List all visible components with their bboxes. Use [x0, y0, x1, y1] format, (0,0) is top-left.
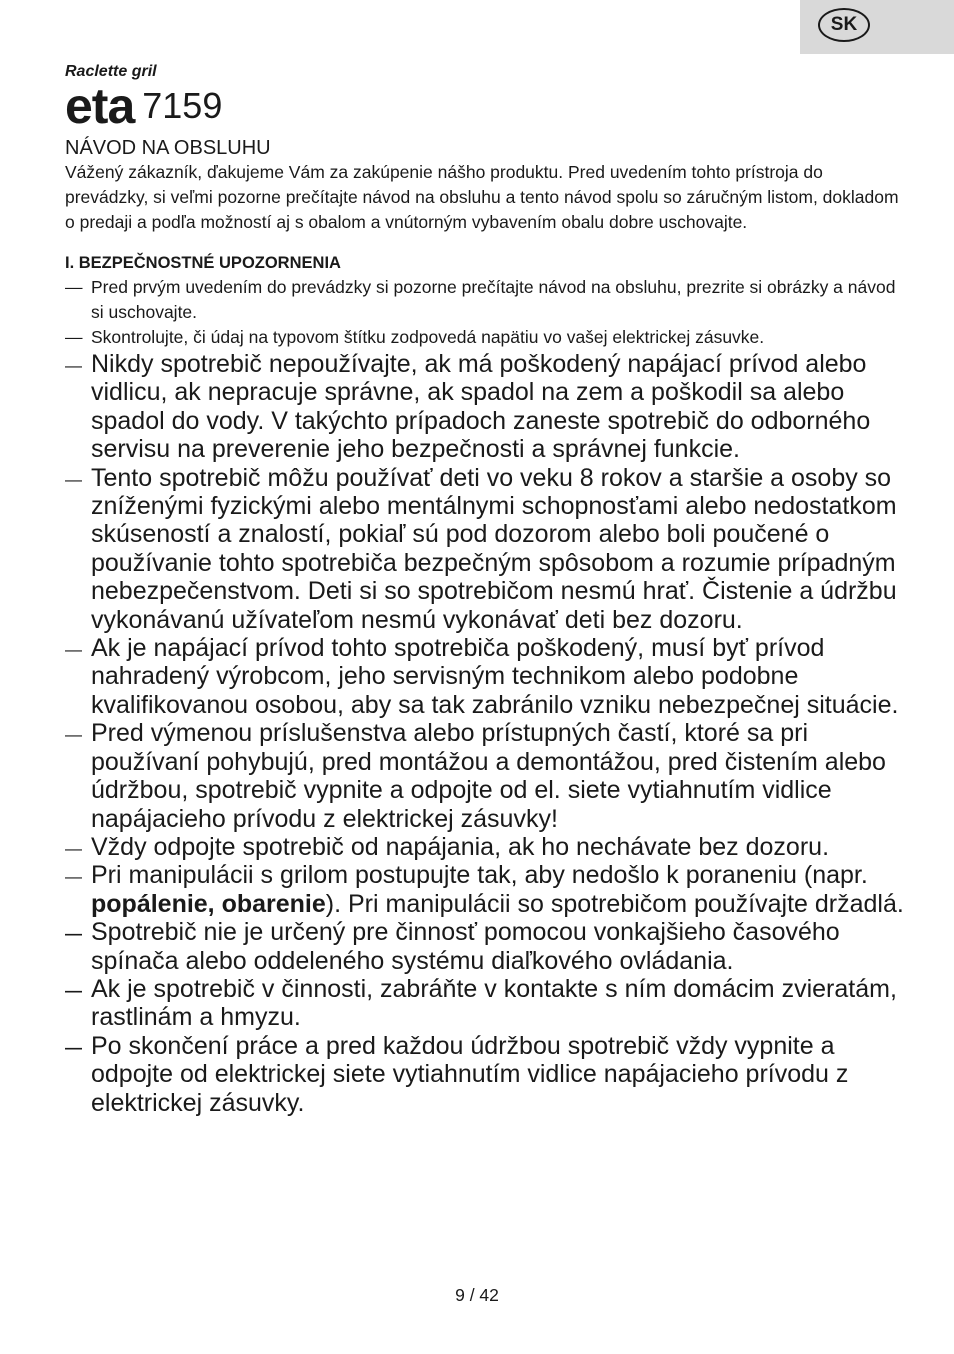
- safety-item-text: Vždy odpojte spotrebič od napájania, ak ho nechávate bez dozoru.: [91, 832, 830, 861]
- safety-item: [65, 350, 905, 464]
- dash-bullet: —: [65, 924, 82, 944]
- dash-bullet: —: [65, 867, 82, 887]
- safety-item-text: Ak je napájací prívod tohto spotrebiča poškodený, musí byť prívod nahradený výrobcom, jeho servisným technikom alebo podobne kvalifikovanou osobou, aby sa tak zabránilo vzniku nebezpečnej situácie.: [91, 634, 899, 719]
- safety-item-text: Nikdy spotrebič nepoužívajte, ak má poškodený napájací prívod alebo vidlicu, ak nepracuje správne, ak spadol na zem a poškodil sa alebo spadol do vody. V takýchto prípadoch zaneste spotrebič do odborného servisu na preverenie jeho bezpečnosti a správnej funkcie.: [91, 350, 871, 464]
- dash-bullet: —: [65, 725, 82, 745]
- safety-item-text: Spotrebič nie je určený pre činnosť pomocou vonkajšieho časového spínača alebo oddeleného systému diaľkového ovládania.: [91, 918, 840, 975]
- safety-item-text: Pred výmenou príslušenstva alebo prístupných častí, ktoré sa pri používaní pohybujú, pred montážou a demontážou, pred čistením alebo údržbou, spotrebič vypnite a odpojte od el. siete vytiahnutím vidlice napájacieho prívodu z elektrickej zásuvky!: [91, 719, 886, 833]
- dash-bullet: —: [65, 838, 82, 858]
- section-title: I. BEZPEČNOSTNÉ UPOZORNENIA: [65, 254, 341, 272]
- intro-paragraph: Vážený zákazník, ďakujeme Vám za zakúpenie nášho produktu. Pred uvedením tohto prístroja do prevádzky, si veľmi pozorne prečítajte návod na obsluhu a tento návod spolu so záručným listom, dokladom o predaji a podľa možností aj s obalom a vnútorným vybavením obalu dobre uschovajte.: [65, 162, 899, 232]
- safety-item: [65, 918, 905, 975]
- safety-item: [65, 975, 905, 1032]
- language-tab: [800, 0, 954, 54]
- dash-bullet: —: [65, 356, 82, 375]
- dash-bullet: —: [65, 277, 83, 297]
- brand-logo: eta: [65, 78, 135, 134]
- product-subtitle: Raclette gril: [65, 63, 157, 80]
- dash-bullet: —: [65, 980, 82, 1000]
- page-number: 9 / 42: [455, 1285, 499, 1305]
- dash-bullet: —: [65, 1037, 82, 1057]
- safety-item: [65, 719, 905, 833]
- safety-item: [65, 464, 905, 634]
- safety-item: [65, 833, 905, 861]
- safety-item-text: Ak je spotrebič v činnosti, zabráňte v kontakte s ním domácim zvieratám, rastlinám a hmyzu.: [91, 974, 897, 1032]
- brand-row: [65, 78, 905, 134]
- safety-item-text: Po skončení práce a pred každou údržbou spotrebič vždy vypnite a odpojte od elektrickej siete vytiahnutím vidlice napájacieho prívodu z elektrickej zásuvky.: [91, 1031, 849, 1117]
- safety-item: [65, 634, 905, 719]
- model-number: 7159: [142, 85, 223, 126]
- safety-item-text: [91, 861, 904, 917]
- safety-item: [65, 325, 905, 350]
- document-content: [65, 60, 905, 1117]
- dash-bullet: —: [65, 327, 83, 347]
- safety-item-text: Pred prvým uvedením do prevádzky si pozorne prečítajte návod na obsluhu, prezrite si obrázky a návod si uschovajte.: [91, 277, 896, 322]
- bold-emphasis: popálenie, obarenie: [91, 889, 326, 918]
- safety-list: [65, 275, 905, 1117]
- text-segment: ). Pri manipulácii so spotrebičom používajte držadlá.: [325, 889, 904, 918]
- language-badge: SK: [818, 8, 870, 42]
- text-segment: Pri manipulácii s grilom postupujte tak, aby nedošlo k poraneniu (napr.: [91, 861, 868, 890]
- safety-item: [65, 861, 905, 918]
- dash-bullet: —: [65, 640, 82, 660]
- dash-bullet: —: [65, 469, 82, 489]
- safety-item-text: Skontrolujte, či údaj na typovom štítku zodpovedá napätiu vo vašej elektrickej zásuvke.: [91, 327, 765, 347]
- manual-title: NÁVOD NA OBSLUHU: [65, 137, 271, 159]
- safety-item: [65, 275, 905, 325]
- safety-item: [65, 1032, 905, 1117]
- safety-item-text: Tento spotrebič môžu používať deti vo veku 8 rokov a staršie a osoby so zníženými fyzickými alebo mentálnymi schopnosťami alebo nedostatkom skúseností a znalostí, pokiaľ sú pod dozorom alebo boli poučené o používanie tohto spotrebiča bezpečným spôsobom a rozumie prípadným nebezpečenstvom. Deti si so spotrebičom nesmú hrať. Čistenie a údržbu vykonávanú užívateľom nesmú vykonávať deti bez dozoru.: [91, 463, 897, 634]
